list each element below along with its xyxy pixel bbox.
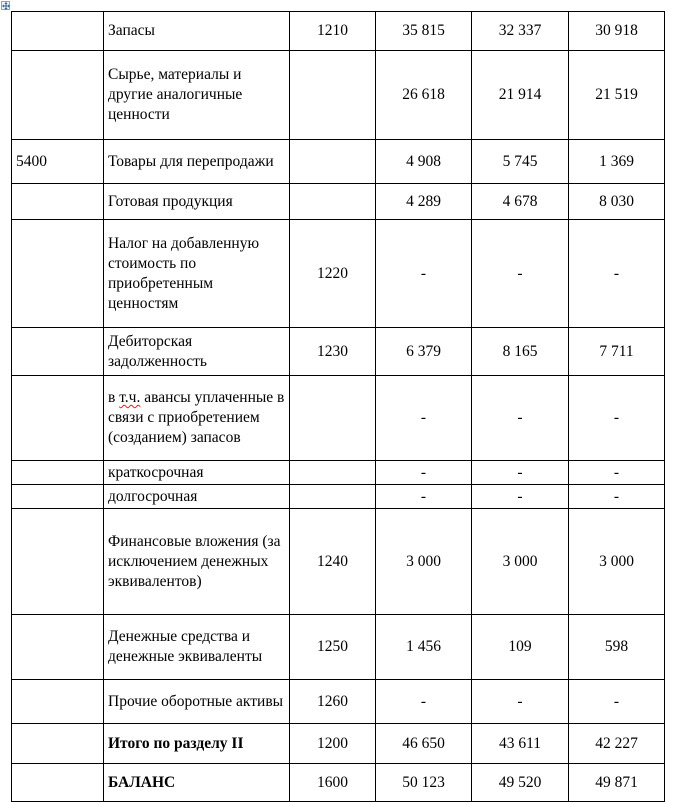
- row-label[interactable]: Товары для перепродажи: [104, 140, 290, 184]
- value-cell[interactable]: 32 337: [472, 12, 569, 51]
- value-cell[interactable]: 49 871: [569, 764, 665, 802]
- spellcheck-underlined-word: т.ч.: [119, 389, 141, 406]
- table-row: [12, 615, 665, 680]
- value-cell[interactable]: 43 611: [472, 724, 569, 764]
- table-move-handle-icon[interactable]: [1, 1, 10, 10]
- table-cell[interactable]: [12, 680, 104, 724]
- row-code[interactable]: 1250: [290, 615, 376, 680]
- value-cell[interactable]: -: [472, 376, 569, 461]
- table-cell[interactable]: [12, 328, 104, 376]
- table-row: [12, 184, 665, 220]
- table-row: [12, 51, 665, 140]
- value-cell[interactable]: 35 815: [376, 12, 472, 51]
- row-code[interactable]: [290, 461, 376, 485]
- row-label[interactable]: Итого по разделу II: [104, 724, 290, 764]
- row-code[interactable]: [290, 184, 376, 220]
- table-row: [12, 485, 665, 509]
- row-code[interactable]: 1240: [290, 509, 376, 615]
- value-cell[interactable]: -: [376, 461, 472, 485]
- row-label[interactable]: Денежные средства и денежные эквиваленты: [104, 615, 290, 680]
- value-cell[interactable]: -: [472, 680, 569, 724]
- value-cell[interactable]: 7 711: [569, 328, 665, 376]
- value-cell[interactable]: 3 000: [472, 509, 569, 615]
- value-cell[interactable]: -: [376, 485, 472, 509]
- value-cell[interactable]: 598: [569, 615, 665, 680]
- balance-table: [11, 11, 665, 802]
- value-cell[interactable]: -: [472, 461, 569, 485]
- value-cell[interactable]: 21 914: [472, 51, 569, 140]
- row-code[interactable]: [290, 140, 376, 184]
- row-code[interactable]: 1200: [290, 724, 376, 764]
- table-row: [12, 12, 665, 51]
- table-row: [12, 376, 665, 461]
- row-code[interactable]: 1230: [290, 328, 376, 376]
- row-label[interactable]: [104, 376, 290, 461]
- value-cell[interactable]: 5 745: [472, 140, 569, 184]
- table-row: [12, 220, 665, 328]
- value-cell[interactable]: -: [569, 485, 665, 509]
- value-cell[interactable]: 8 030: [569, 184, 665, 220]
- table-cell[interactable]: [12, 764, 104, 802]
- value-cell[interactable]: 1 369: [569, 140, 665, 184]
- row-label[interactable]: Финансовые вложения (за исключением денежных эквивалентов): [104, 509, 290, 615]
- row-code[interactable]: [290, 51, 376, 140]
- row-label[interactable]: краткосрочная: [104, 461, 290, 485]
- row-code[interactable]: 1600: [290, 764, 376, 802]
- table-cell[interactable]: [12, 51, 104, 140]
- row-code[interactable]: [290, 485, 376, 509]
- table-cell[interactable]: [12, 509, 104, 615]
- value-cell[interactable]: -: [472, 485, 569, 509]
- table-cell[interactable]: [12, 461, 104, 485]
- row-label-suffix: авансы уплаченные в связи с приобретением (созданием) запасов: [108, 389, 285, 446]
- value-cell[interactable]: -: [376, 376, 472, 461]
- value-cell[interactable]: 1 456: [376, 615, 472, 680]
- group-code[interactable]: 5400: [12, 140, 104, 184]
- row-code[interactable]: 1260: [290, 680, 376, 724]
- table-row: [12, 140, 665, 184]
- row-label[interactable]: Готовая продукция: [104, 184, 290, 220]
- table-cell[interactable]: [12, 376, 104, 461]
- row-label[interactable]: Прочие оборотные активы: [104, 680, 290, 724]
- table-row: [12, 328, 665, 376]
- table-cell[interactable]: [12, 12, 104, 51]
- table-cell[interactable]: [12, 615, 104, 680]
- value-cell[interactable]: 50 123: [376, 764, 472, 802]
- table-cell[interactable]: [12, 220, 104, 328]
- value-cell[interactable]: 42 227: [569, 724, 665, 764]
- table-row: [12, 724, 665, 764]
- table-row: [12, 509, 665, 615]
- value-cell[interactable]: -: [472, 220, 569, 328]
- table-cell[interactable]: [12, 724, 104, 764]
- table-row: [12, 461, 665, 485]
- table-row: [12, 680, 665, 724]
- value-cell[interactable]: 49 520: [472, 764, 569, 802]
- row-label[interactable]: долгосрочная: [104, 485, 290, 509]
- value-cell[interactable]: 6 379: [376, 328, 472, 376]
- value-cell[interactable]: 3 000: [569, 509, 665, 615]
- row-label[interactable]: Сырье, материалы и другие аналогичные ценности: [104, 51, 290, 140]
- value-cell[interactable]: -: [569, 680, 665, 724]
- row-code[interactable]: 1220: [290, 220, 376, 328]
- value-cell[interactable]: -: [376, 220, 472, 328]
- value-cell[interactable]: -: [376, 680, 472, 724]
- value-cell[interactable]: 4 678: [472, 184, 569, 220]
- value-cell[interactable]: 46 650: [376, 724, 472, 764]
- value-cell[interactable]: -: [569, 376, 665, 461]
- value-cell[interactable]: -: [569, 461, 665, 485]
- table-cell[interactable]: [12, 184, 104, 220]
- value-cell[interactable]: 3 000: [376, 509, 472, 615]
- row-code[interactable]: 1210: [290, 12, 376, 51]
- value-cell[interactable]: 4 908: [376, 140, 472, 184]
- value-cell[interactable]: 8 165: [472, 328, 569, 376]
- row-label[interactable]: Запасы: [104, 12, 290, 51]
- row-label[interactable]: БАЛАНС: [104, 764, 290, 802]
- row-label[interactable]: Налог на добавленную стоимость по приобретенным ценностям: [104, 220, 290, 328]
- row-label[interactable]: Дебиторская задолженность: [104, 328, 290, 376]
- table-row: [12, 764, 665, 802]
- value-cell[interactable]: 4 289: [376, 184, 472, 220]
- row-label-prefix: в: [108, 389, 120, 406]
- value-cell[interactable]: 30 918: [569, 12, 665, 51]
- value-cell[interactable]: 21 519: [569, 51, 665, 140]
- value-cell[interactable]: -: [569, 220, 665, 328]
- row-code[interactable]: [290, 376, 376, 461]
- value-cell[interactable]: 26 618: [376, 51, 472, 140]
- value-cell[interactable]: 109: [472, 615, 569, 680]
- table-cell[interactable]: [12, 485, 104, 509]
